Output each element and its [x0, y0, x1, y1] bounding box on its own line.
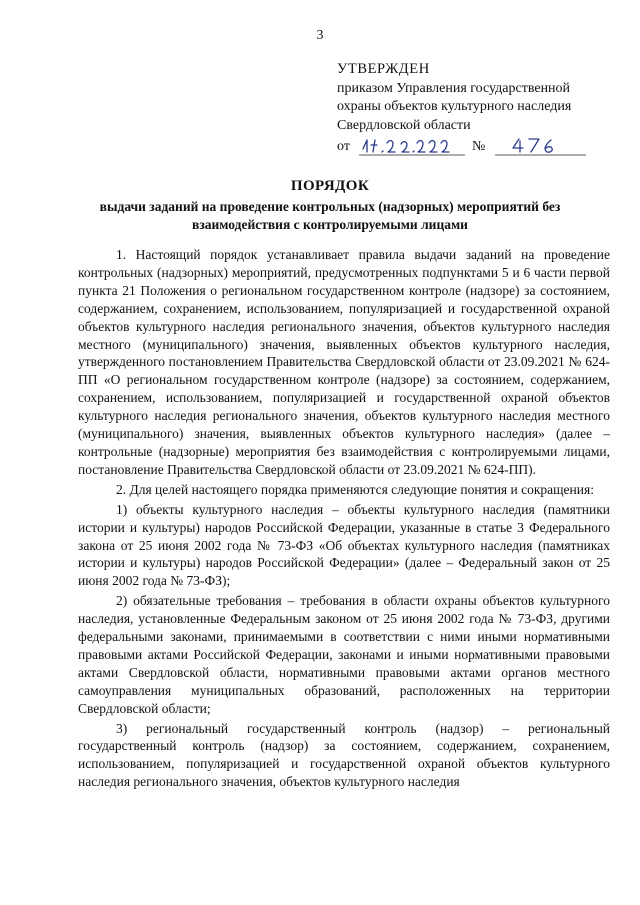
- date-prefix: от: [337, 139, 350, 154]
- approval-line-1: приказом Управления государственной: [337, 80, 571, 96]
- approval-date-number-row: [337, 135, 627, 157]
- paragraph-2: 2. Для целей настоящего порядка применяются следующие понятия и сокращения:: [116, 481, 594, 497]
- document-body: [78, 246, 610, 791]
- approval-heading: УТВЕРЖДЕН: [337, 61, 430, 77]
- handwritten-number: [493, 135, 588, 157]
- title-main: ПОРЯДОК: [290, 178, 370, 194]
- number-prefix: №: [472, 139, 486, 154]
- paragraph-2-3: 3) региональный государственный контроль (надзор) – региональный государственный контроль (надзор) за состоянием, содержанием, сохранением, использованием, популяризацией и государственной охраной объектов культурного наследия регионального значения, объектов культурного наследия: [78, 720, 610, 790]
- page-number: 3: [316, 28, 324, 43]
- document-title: [60, 178, 600, 234]
- approval-line-2: охраны объектов культурного наследия: [337, 99, 572, 114]
- approval-line-3: Свердловской области: [337, 117, 471, 133]
- approval-block: [337, 60, 627, 157]
- title-subtitle: выдачи заданий на проведение контрольных (надзорных) мероприятий без взаимодействия с контролируемыми лицами: [99, 199, 561, 232]
- paragraph-2-2: 2) обязательные требования – требования в области охраны объектов культурного наследия, установленные Федеральным законом от 25 июня 2002 года № 73-ФЗ, другими федеральными законами, принимаемыми в соответствии с ними иными нормативными правовыми актами Российской Федерации, законами и иными нормативными правовыми актами Свердловской области, нормативными правовыми актами органов местного самоуправления муниципальных образований, расположенных на территории Свердловской области;: [78, 593, 610, 716]
- paragraph-1: 1. Настоящий порядок устанавливает правила выдачи заданий на проведение контрольных (надзорных) мероприятий, предусмотренных подпунктами 5 и 6 части первой пункта 21 Положения о региональном государственном контроле (надзоре) за состоянием, содержанием, сохранением, использованием, популяризацией и государственной охраной объектов культурного наследия регионального значения, объектов культурного наследия местного (муниципального) значения, выявленных объектов культурного наследия, утвержденного постановлением Правительства Свердловской области от 23.09.2021 № 624-ПП «О региональном государственном контроле (надзоре) за состоянием, содержанием, сохранением, использованием, популяризацией и государственной охраной объектов культурного наследия регионального значения, объектов культурного наследия местного (муниципального) значения, выявленных объектов культурного наследия» (далее – контрольные (надзорные) мероприятия без взаимодействия с контролируемыми лицами, постановление Правительства Свердловской области от 23.09.2021 № 624-ПП).: [78, 247, 610, 477]
- handwritten-date: [357, 135, 467, 157]
- paragraph-2-1: 1) объекты культурного наследия – объекты культурного наследия (памятники истории и культуры) народов Российской Федерации, указанные в статье 3 Федерального закона от 25 июня 2002 года № 73-ФЗ «Об объектах культурного наследия (памятниках истории и культуры) народов Российской Федерации» (далее – Федеральный закон от 25 июня 2002 года № 73-ФЗ);: [78, 501, 610, 589]
